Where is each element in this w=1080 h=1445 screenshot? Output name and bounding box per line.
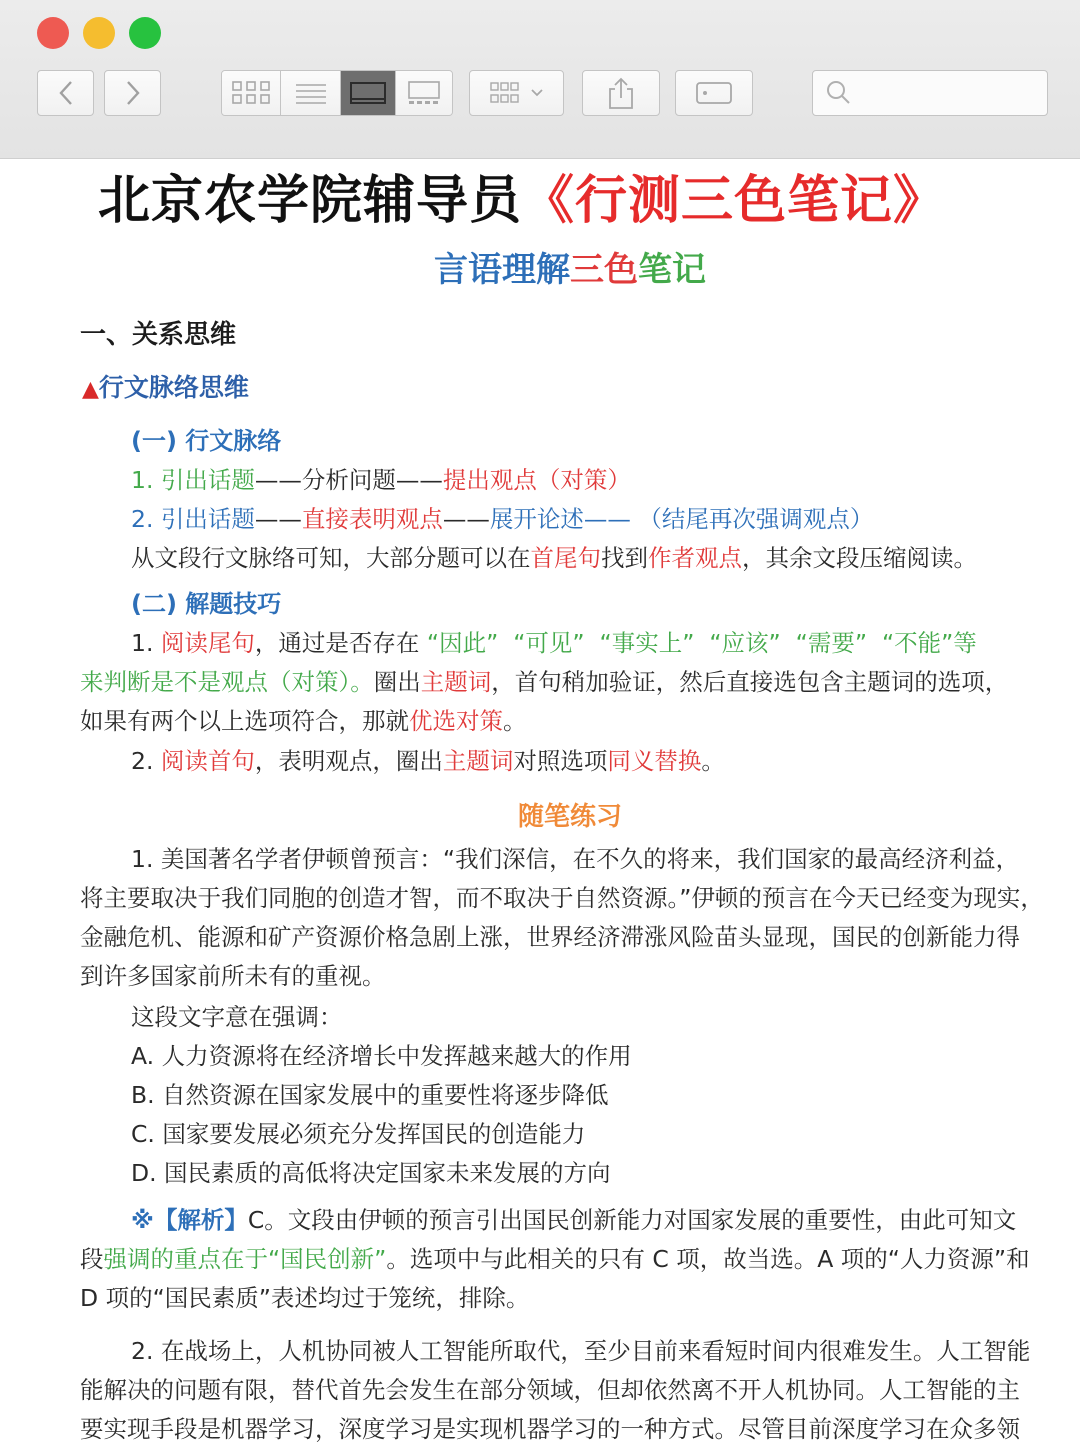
heading-flow: (一) 行文脉络 (131, 427, 282, 455)
flow-line-1: 1. 引出话题——分析问题——提出观点（对策） (131, 466, 631, 494)
gallery-icon (405, 80, 443, 106)
search-icon (825, 79, 853, 107)
flow-note: 从文段行文脉络可知，大部分题可以在首尾句找到作者观点，其余文段压缩阅读。 (131, 544, 977, 572)
close-window-button[interactable] (37, 17, 69, 49)
q1-option-d: D. 国民素质的高低将决定国家未来发展的方向 (131, 1159, 611, 1187)
columns-icon (349, 80, 387, 106)
chevron-down-icon (529, 87, 545, 99)
tag-icon (694, 80, 734, 106)
q1-option-a: A. 人力资源将在经济增长中发挥越来越大的作用 (131, 1042, 632, 1070)
gallery-view-button[interactable] (396, 71, 452, 115)
q1-line-3: 金融危机、能源和矿产资源价格急剧上涨，世界经济滞涨风险苗头显现，国民的创新能力得 (80, 923, 1020, 951)
subsection-heading: ▲行文脉络思维 (82, 373, 249, 402)
minimize-window-button[interactable] (83, 17, 115, 49)
column-view-button[interactable] (341, 71, 397, 115)
tip1-line-3: 如果有两个以上选项符合，那就优选对策。 (80, 707, 527, 735)
share-button[interactable] (582, 70, 660, 116)
group-by-button[interactable] (469, 70, 564, 116)
q1-option-b: B. 自然资源在国家发展中的重要性将逐步降低 (131, 1081, 609, 1109)
triangle-icon: ▲ (82, 377, 99, 402)
q1-line-2: 将主要取决于我们同胞的创造才智，而不取决于自然资源。”伊顿的预言在今天已经变为现实， (80, 884, 1044, 912)
flow-line-2: 2. 引出话题——直接表明观点——展开论述—— （结尾再次强调观点） (131, 505, 874, 533)
view-mode-switcher (221, 70, 453, 116)
forward-button[interactable] (104, 70, 161, 116)
search-input[interactable] (812, 70, 1048, 116)
zoom-window-button[interactable] (129, 17, 161, 49)
icon-view-button[interactable] (222, 71, 281, 115)
title-book: 《行测三色笔记》 (522, 170, 947, 231)
q1-option-c: C. 国家要发展必须充分发挥国民的创造能力 (131, 1120, 586, 1148)
section-heading: 一、关系思维 (80, 320, 237, 350)
q1-line-4: 到许多国家前所未有的重视。 (80, 962, 386, 990)
list-view-button[interactable] (281, 71, 340, 115)
page-subtitle: 言语理解三色笔记 (434, 250, 706, 290)
q2-line-1: 2. 在战场上，人机协同被人工智能所取代，至少目前来看短时间内很难发生。人工智能 (131, 1337, 1031, 1365)
title-school: 北京农学院辅导员 (98, 170, 523, 231)
tip1-line-1: 1. 阅读尾句，通过是否存在 “因此” “可见” “事实上” “应该” “需要” “不能”等 (131, 629, 977, 657)
back-button[interactable] (37, 70, 94, 116)
window-toolbar (0, 0, 1080, 159)
tip1-line-2: 来判断是不是观点（对策）。圈出主题词，首句稍加验证，然后直接选包含主题词的选项， (80, 668, 1009, 696)
q1-prompt: 这段文字意在强调： (131, 1003, 343, 1031)
q1-line-1: 1. 美国著名学者伊顿曾预言：“我们深信，在不久的将来，我们国家的最高经济利益， (131, 845, 1020, 873)
practice-heading: 随笔练习 (517, 802, 622, 832)
chevron-right-icon (123, 79, 143, 107)
q1-analysis-line-2: 段强调的重点在于“国民创新”。选项中与此相关的只有 C 项，故当选。A 项的“人力资源”和 (80, 1245, 1030, 1273)
tip2-line: 2. 阅读首句，表明观点，圈出主题词对照选项同义替换。 (131, 747, 725, 775)
heading-tips: (二) 解题技巧 (131, 590, 282, 618)
q2-line-2: 能解决的问题有限，替代首先会发生在部分领域，但却依然离不开人机协同。人工智能的主 (80, 1376, 1020, 1404)
page-title (98, 166, 946, 236)
grid-icon (231, 80, 271, 106)
chevron-left-icon (56, 79, 76, 107)
q2-line-3: 要实现手段是机器学习，深度学习是实现机器学习的一种方式。尽管目前深度学习在众多领 (80, 1415, 1020, 1443)
list-icon (294, 81, 328, 105)
group-grid-icon (489, 80, 529, 106)
tag-button[interactable] (675, 70, 753, 116)
q1-analysis-line-3: D 项的“国民素质”表述均过于笼统，排除。 (80, 1284, 530, 1312)
q1-analysis-line-1: ※【解析】C。文段由伊顿的预言引出国民创新能力对国家发展的重要性，由此可知文 (131, 1206, 1017, 1234)
share-icon (606, 76, 636, 110)
